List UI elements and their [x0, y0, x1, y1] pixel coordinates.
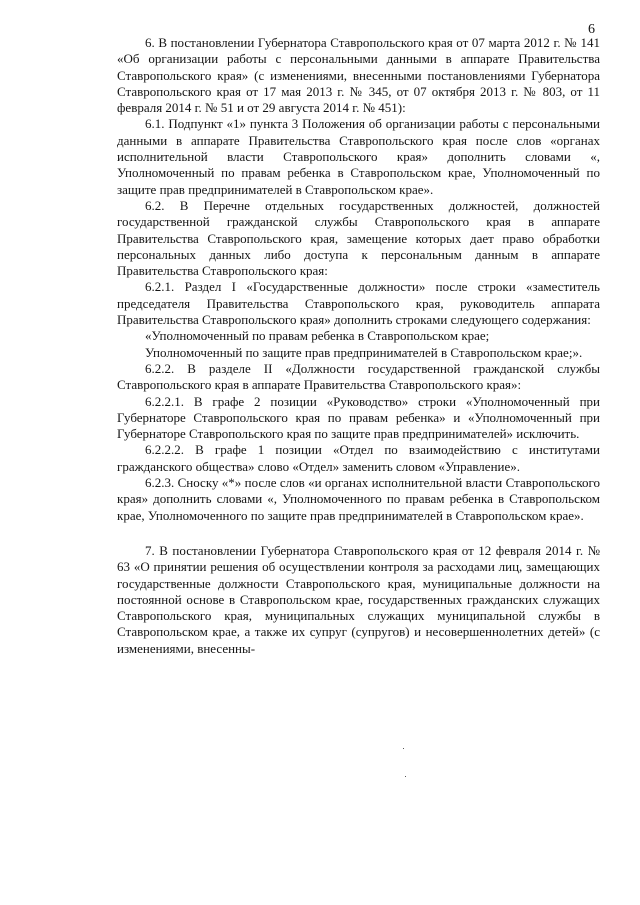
scan-speck: [405, 776, 406, 777]
paragraph-6-1: 6.1. Подпункт «1» пункта 3 Положения об организации работы с персональными данными в аппарате Правительства Ставропольского края после слов «органах исполнительной власти Ставропольского края» дополнить словами «, Уполномоченный по правам ребенка в Ставропольском крае, Уполномоченный по защите прав предпринимателей в Ставропольском крае».: [117, 116, 600, 197]
paragraph-6-2-2-2: 6.2.2.2. В графе 1 позиции «Отдел по взаимодействию с институтами гражданского общества» слово «Отдел» заменить словом «Управление».: [117, 442, 600, 474]
paragraph-6: 6. В постановлении Губернатора Ставропольского края от 07 марта 2012 г. № 141 «Об организации работы с персональными данными в аппарате Правительства Ставропольского края» (с изменениями, внесенными постановлениями Губернатора Ставропольского края от 17 мая 2013 г. № 345, от 07 октября 2013 г. № 803, от 11 февраля 2014 г. № 51 и от 29 августа 2014 г. № 451):: [117, 35, 600, 116]
paragraph-6-2: 6.2. В Перечне отдельных государственных должностей, должностей государственной гражданской службы Ставропольского края в аппарате Правительства Ставропольского края, замещение которых дает право обработки персональных данных либо доступа к персональным данным в аппарате Правительства Ставропольского края:: [117, 197, 600, 279]
paragraph-6-2-2-1: 6.2.2.1. В графе 2 позиции «Руководство» строки «Уполномоченный при Губернаторе Ставропольского края по правам ребенка» и «Уполномоченный при Губернаторе Ставропольского края по защите прав предпринимателей» исключить.: [117, 393, 600, 442]
paragraph-6-2-2: 6.2.2. В разделе II «Должности государственной гражданской службы Ставропольского края в аппарате Правительства Ставропольского края»:: [117, 360, 600, 393]
scan-speck: [403, 748, 404, 749]
document-body: [117, 35, 600, 657]
paragraph-6-2-3: 6.2.3. Сноску «*» после слов «и органах исполнительной власти Ставропольского края» дополнить словами «, Уполномоченного по правам ребенка в Ставропольском крае, Уполномоченного по защите прав предпринимателей в Ставропольском крае».: [117, 475, 600, 523]
paragraph-6-2-1: 6.2.1. Раздел I «Государственные должности» после строки «заместитель председателя Правительства Ставропольского края, руководитель аппарата Правительства Ставропольского края» дополнить строками следующего содержания:: [117, 279, 600, 328]
quote-line-entrepreneurs: Уполномоченный по защите прав предпринимателей в Ставропольском крае;».: [145, 344, 583, 360]
paragraph-7: 7. В постановлении Губернатора Ставропольского края от 12 февраля 2014 г. № 63 «О принятии решения об осуществлении контроля за расходами лиц, замещающих государственные должности Ставропольского края, муниципальные должности на постоянной основе в Ставропольском крае, государственных гражданских служащих Ставропольского края, муниципальных служащих муниципальной службы в Ставропольском крае, а также их супруг (супругов) и несовершеннолетних детей» (с изменениями, внесенны-: [117, 542, 600, 656]
page-number: 6: [588, 22, 595, 37]
quote-line-child-rights: «Уполномоченный по правам ребенка в Ставропольском крае;: [145, 328, 490, 344]
